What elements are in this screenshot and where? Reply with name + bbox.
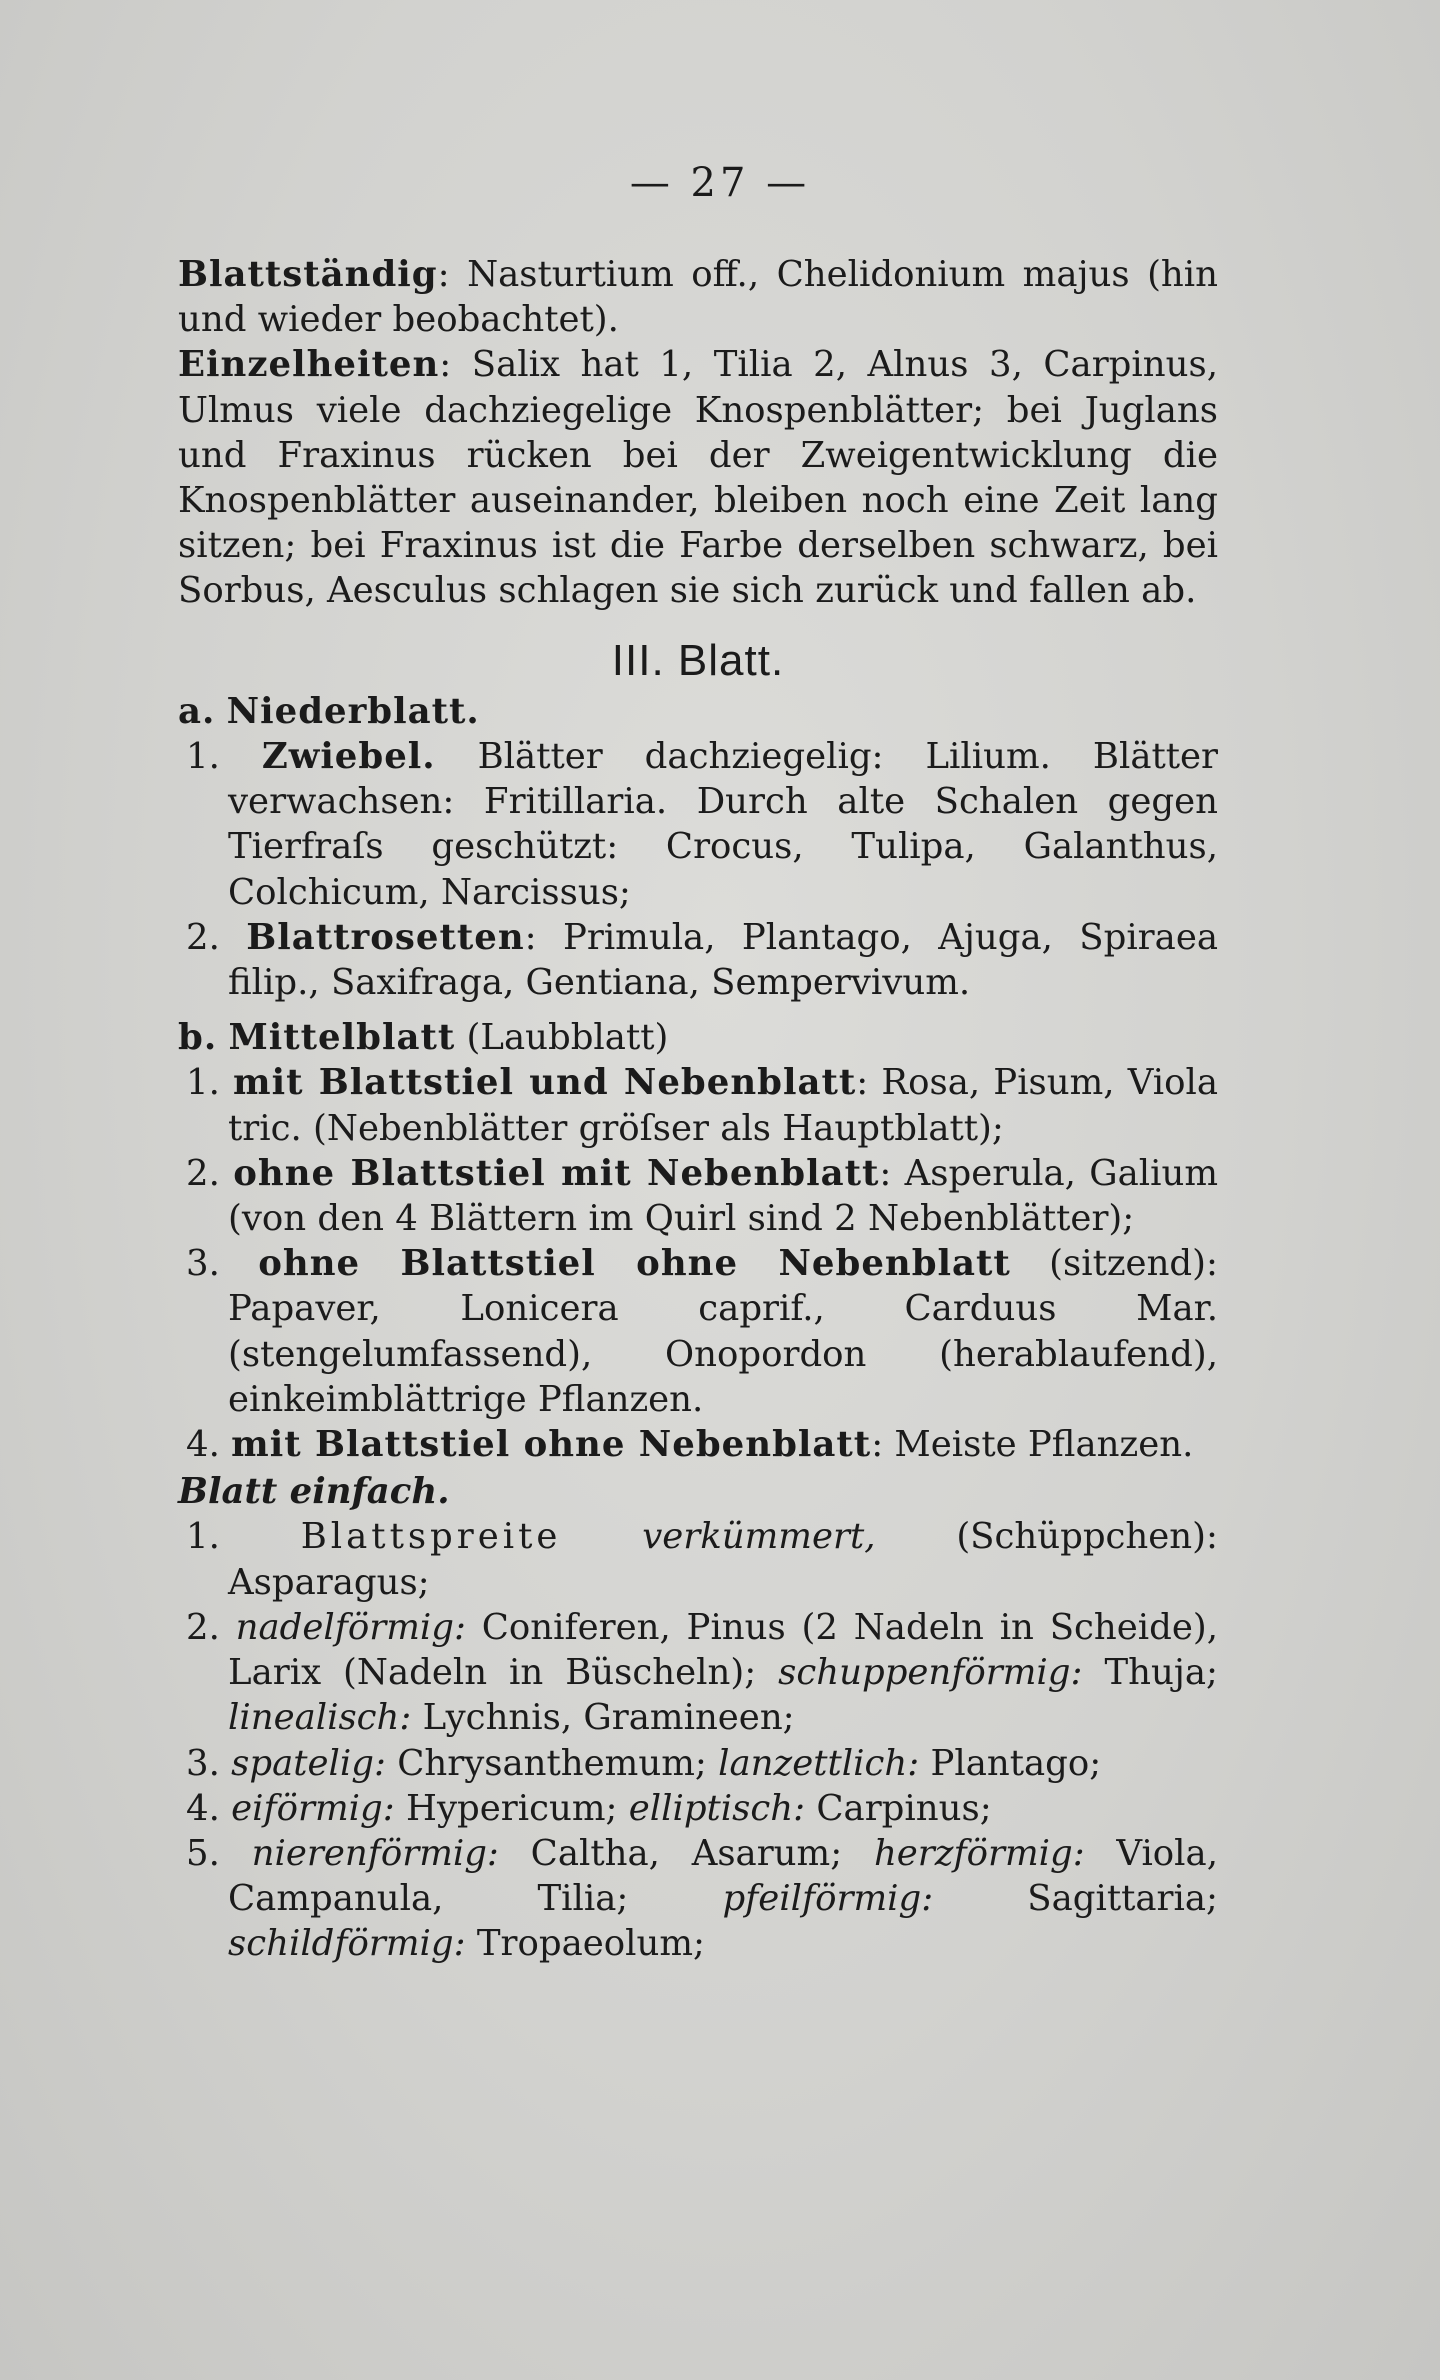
- item-text: : Meiste Pflanzen.: [871, 1424, 1194, 1466]
- item-term: mit Blattstiel und Nebenblatt: [233, 1062, 857, 1104]
- item-text: : Rosa, Pisum, Viola tric. (Nebenblätter gröſser als Hauptblatt);: [228, 1062, 1218, 1149]
- subsection-a: [178, 689, 1218, 734]
- page-number: — 27 —: [629, 160, 811, 206]
- list-item: [186, 1241, 1218, 1422]
- list-item: [186, 1831, 1218, 1967]
- item-number: 1.: [186, 736, 220, 778]
- paragraph-einzelheiten: [178, 342, 1218, 613]
- item-text: : Asperula, Galium (von den 4 Blättern im Quirl sind 2 Nebenblätter);: [228, 1152, 1218, 1240]
- subsection-title: Blatt einfach.: [178, 1471, 450, 1513]
- item-term-italic: eiförmig:: [231, 1787, 395, 1829]
- list-item: [186, 915, 1218, 1005]
- item-term: Blattrosetten: [246, 916, 525, 958]
- item-number: 4.: [186, 1787, 220, 1829]
- item-term-italic: nadelförmig:: [235, 1606, 466, 1648]
- item-term-italic: lanzettlich:: [718, 1742, 920, 1784]
- item-text: (sitzend): Papaver, Lonicera caprif., Carduus Mar. (stengelumfassend), Onopordon (herablaufend), einkeimblättrige Pflanzen.: [228, 1243, 1218, 1420]
- item-text: Chrysanthemum;: [385, 1742, 707, 1784]
- subsection-note: (Laubblatt): [455, 1017, 669, 1059]
- list-item: [186, 1786, 1218, 1831]
- section-heading: III. Blatt.: [611, 635, 785, 685]
- item-text: Blätter dachziegelig: Lilium. Blätter verwachsen: Fritillaria. Durch alte Schalen gegen Tierfraſs geschützt: Crocus, Tulipa, Galanthus, Colchicum, Narcissus;: [228, 736, 1218, 913]
- subsection-b: [178, 1015, 1218, 1060]
- list-item: [186, 1060, 1218, 1150]
- item-term-italic: pfeilförmig:: [722, 1878, 934, 1920]
- list-item: [186, 1605, 1218, 1741]
- item-number: 1.: [186, 1062, 220, 1104]
- subsection-label: b.: [178, 1017, 218, 1059]
- item-term: mit Blattstiel ohne Nebenblatt: [231, 1424, 872, 1466]
- paragraph-blattstaendig: [178, 252, 1218, 342]
- item-term-italic: spatelig:: [231, 1742, 386, 1784]
- item-number: 2.: [186, 916, 220, 958]
- list-item: [186, 1741, 1218, 1786]
- item-text: Thuja;: [1082, 1652, 1218, 1694]
- item-text: Viola, Campanula, Tilia;: [228, 1832, 1218, 1920]
- item-text: Caltha, Asarum;: [498, 1832, 843, 1874]
- paragraph-text: : Salix hat 1, Tilia 2, Alnus 3, Carpinus, Ulmus viele dachziegelige Knospenblätter; bei Juglans und Fraxinus rücken bei der Zweigentwicklung die Knospenblätter auseinander, bleiben noch eine Zeit lang sitzen; bei Fraxinus ist die Farbe derselben schwarz, bei Sorbus, Aesculus schlagen sie sich zurück und fallen ab.: [178, 344, 1218, 612]
- item-text: Lychnis, Gramineen;: [411, 1697, 795, 1739]
- item-text: Plantago;: [919, 1742, 1102, 1784]
- term: Einzelheiten: [178, 344, 440, 386]
- item-text: Hypericum;: [394, 1787, 618, 1829]
- item-term-italic: verkümmert,: [642, 1516, 876, 1558]
- item-term: Zwiebel.: [261, 736, 436, 778]
- subsection-c: [178, 1469, 1218, 1514]
- item-number: 3.: [186, 1742, 220, 1784]
- subsection-label: a.: [178, 690, 216, 732]
- page-body: [178, 252, 1218, 1967]
- item-term-italic: linealisch:: [228, 1697, 412, 1739]
- item-term-italic: schildförmig:: [228, 1923, 466, 1965]
- item-term: ohne Blattstiel ohne Nebenblatt: [258, 1243, 1011, 1285]
- item-number: 2.: [186, 1606, 220, 1648]
- item-number: 1.: [186, 1516, 220, 1558]
- item-text: : Primula, Plantago, Ajuga, Spiraea filip., Saxifraga, Gentiana, Sempervivum.: [228, 916, 1218, 1004]
- term: Blattständig: [178, 254, 438, 295]
- item-number: 3.: [186, 1243, 220, 1285]
- item-term-italic: herzförmig:: [873, 1832, 1085, 1874]
- list-item: [186, 1514, 1218, 1604]
- item-text: (Schüppchen): Asparagus;: [228, 1516, 1218, 1603]
- item-number: 5.: [186, 1832, 220, 1874]
- list-item: [186, 1422, 1218, 1467]
- item-text: Tropaeolum;: [465, 1923, 706, 1965]
- item-number: 4.: [186, 1424, 220, 1466]
- item-term-italic: nierenförmig:: [251, 1832, 499, 1874]
- item-text: Sagittaria;: [933, 1878, 1218, 1920]
- item-text: Carpinus;: [805, 1787, 992, 1829]
- subsection-title: Niederblatt.: [226, 690, 480, 732]
- item-term-italic: schuppenförmig:: [778, 1652, 1083, 1694]
- item-term-italic: elliptisch:: [628, 1787, 806, 1829]
- list-item: [186, 734, 1218, 915]
- list-item: [186, 1151, 1218, 1241]
- item-term: ohne Blattstiel mit Nebenblatt: [233, 1152, 880, 1194]
- paragraph-text: : Nasturtium off., Chelidonium majus (hin und wieder beobachtet).: [178, 254, 1218, 341]
- subsection-title: Mittelblatt: [228, 1017, 456, 1059]
- item-text: Coniferen, Pinus (2 Nadeln in Scheide), Larix (Nadeln in Büscheln);: [228, 1606, 1218, 1694]
- item-number: 2.: [186, 1152, 220, 1194]
- item-term: Blattspreite: [300, 1516, 562, 1558]
